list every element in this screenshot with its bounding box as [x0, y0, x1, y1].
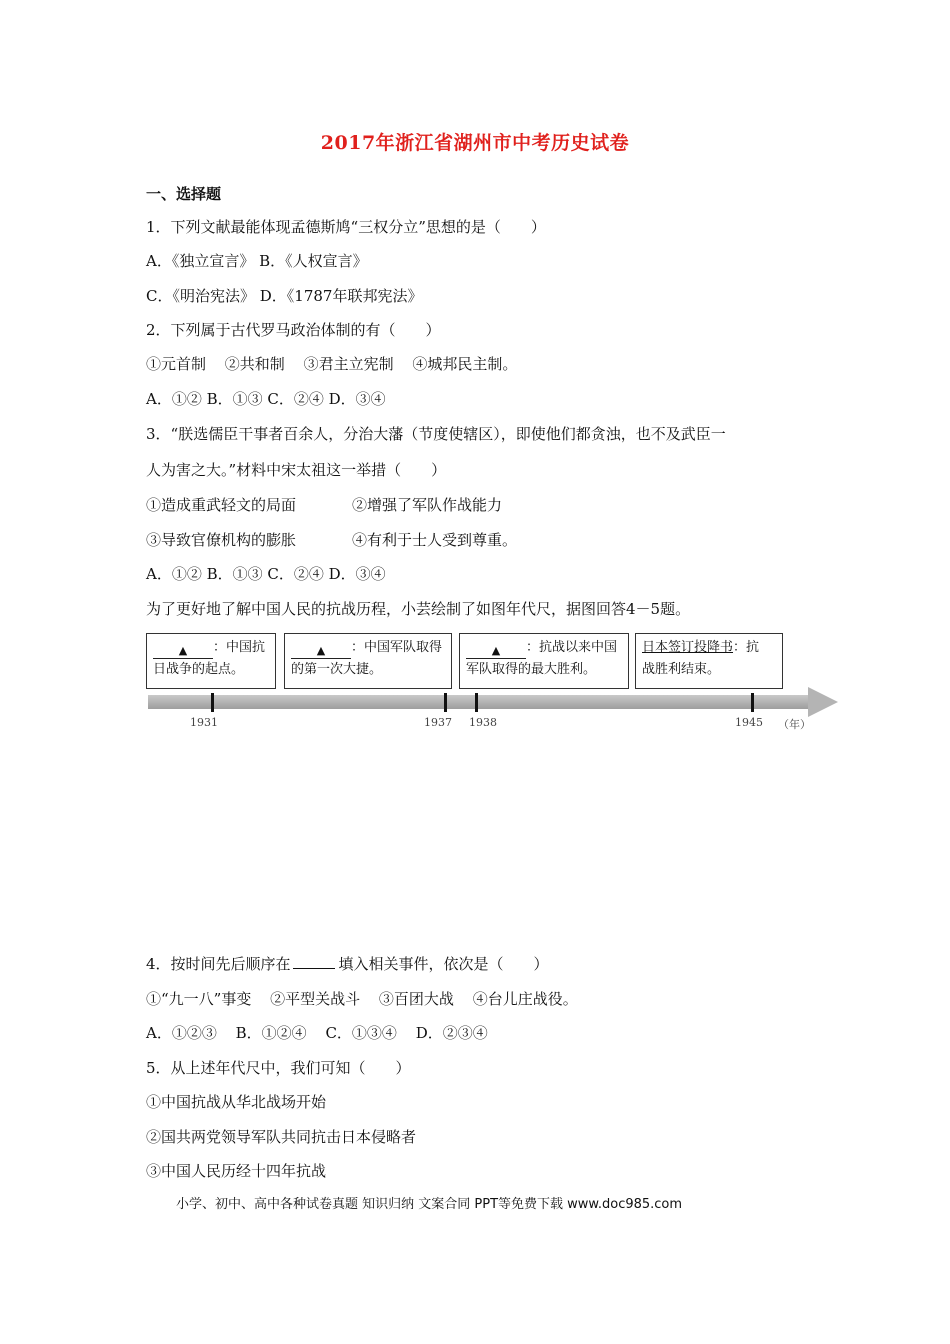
q5-item-3: ③中国人民历经十四年抗战: [146, 1162, 327, 1180]
q1-options-cd: C．《明治宪法》 D．《1787年联邦宪法》: [146, 287, 423, 305]
timeline-arrow-icon: [808, 687, 838, 717]
q2-item-2: ②共和制: [224, 355, 285, 373]
q3-stem-line2: 人为害之大。”材料中宋太祖这一举措（ ）: [146, 461, 447, 479]
q4-stem-post: 填入相关事件，依次是（ ）: [338, 955, 549, 973]
q4-options: [146, 1023, 488, 1043]
box4-text-b: 战胜利结束。: [642, 662, 721, 677]
box3-text-a: ：抗战以来中国: [526, 640, 618, 655]
q5-item-2: ②国共两党领导军队共同抗击日本侵略者: [146, 1128, 417, 1146]
q2-item-3: ③君主立宪制: [303, 355, 394, 373]
year-label-1938: 1938: [469, 716, 497, 729]
q2-item-4: ④城邦民主制。: [412, 355, 518, 373]
q4-option-c: C．①③④: [325, 1024, 397, 1042]
box1-text-a: ：中国抗: [213, 640, 266, 655]
q3-items-row2: [146, 530, 517, 550]
year-label-1937: 1937: [424, 716, 452, 729]
q4-item-2: ②平型关战斗: [270, 990, 361, 1008]
q3-stem-line1: 3．“朕选儒臣干事者百余人，分治大藩（节度使辖区），即使他们都贪浊，也不及武臣一: [146, 425, 726, 443]
timeline-box-1937: [284, 633, 452, 689]
answer-blank: [466, 640, 526, 659]
box4-known-event: 日本签订投降书: [642, 640, 734, 655]
q4-stem-pre: 4．按时间先后顺序在: [146, 955, 291, 973]
triangle-marker-icon: ▲: [178, 644, 188, 657]
tick-1938: [475, 693, 478, 712]
q4-item-1: ①“九一八”事变: [146, 990, 252, 1008]
q2-item-1: ①元首制: [146, 355, 207, 373]
section-heading: 一、选择题: [146, 185, 222, 203]
q4-stem: [146, 954, 549, 974]
tick-1945: [751, 693, 754, 712]
q3-options: A．①② B．①③ C．②④ D．③④: [146, 565, 386, 583]
blank-line: [293, 954, 335, 969]
q5-item-1: ①中国抗战从华北战场开始: [146, 1093, 327, 1111]
tick-1931: [211, 693, 214, 712]
tick-1937: [444, 693, 447, 712]
timeline-bar: [148, 695, 808, 709]
box2-text-b: 的第一次大捷。: [291, 662, 383, 677]
q2-items: [146, 354, 517, 374]
q4-item-4: ④台儿庄战役。: [472, 990, 578, 1008]
q3-item-1: ①造成重武轻文的局面: [146, 496, 297, 514]
q2-options: A．①② B．①③ C．②④ D．③④: [146, 390, 386, 408]
year-label-1945: 1945: [735, 716, 763, 729]
q1-options-ab: A．《独立宣言》 B．《人权宣言》: [146, 252, 368, 270]
q3-items-row1: [146, 495, 502, 515]
box2-text-a: ：中国军队取得: [351, 640, 443, 655]
timeline-box-1931: [146, 633, 276, 689]
box3-text-b: 军队取得的最大胜利。: [466, 662, 597, 677]
q4-items: [146, 989, 578, 1009]
answer-blank: [153, 640, 213, 659]
timeline-figure: [144, 627, 844, 737]
exam-title: 2017年浙江省湖州市中考历史试卷: [320, 132, 630, 154]
timeline-box-1938: [459, 633, 629, 689]
q4-option-a: A．①②③: [146, 1024, 217, 1042]
q2-stem: 2．下列属于古代罗马政治体制的有（ ）: [146, 321, 441, 339]
q5-stem: 5．从上述年代尺中，我们可知（ ）: [146, 1059, 411, 1077]
box1-text-b: 日战争的起点。: [153, 662, 245, 677]
timeline-box-1945: [635, 633, 783, 689]
box4-text-a: ：抗: [733, 640, 760, 655]
q4-item-3: ③百团大战: [378, 990, 454, 1008]
q4-option-b: B．①②④: [235, 1024, 307, 1042]
answer-blank: [291, 640, 351, 659]
year-unit-label: （年）: [778, 718, 811, 731]
q3-item-3: ③导致官僚机构的膨胀: [146, 531, 297, 549]
q1-stem: 1．下列文献最能体现孟德斯鸠“三权分立”思想的是（ ）: [146, 218, 546, 236]
q3-item-2: ②增强了军队作战能力: [352, 496, 503, 514]
year-label-1931: 1931: [190, 716, 218, 729]
triangle-marker-icon: ▲: [316, 644, 326, 657]
intro-q4-5: 为了更好地了解中国人民的抗战历程，小芸绘制了如图年代尺，据图回答4－5题。: [146, 600, 691, 618]
triangle-marker-icon: ▲: [491, 644, 501, 657]
q4-option-d: D．②③④: [415, 1024, 488, 1042]
q3-item-4: ④有利于士人受到尊重。: [352, 531, 518, 549]
page-footer: 小学、初中、高中各种试卷真题 知识归纳 文案合同 PPT等免费下载 www.doc985.com: [176, 1197, 683, 1212]
